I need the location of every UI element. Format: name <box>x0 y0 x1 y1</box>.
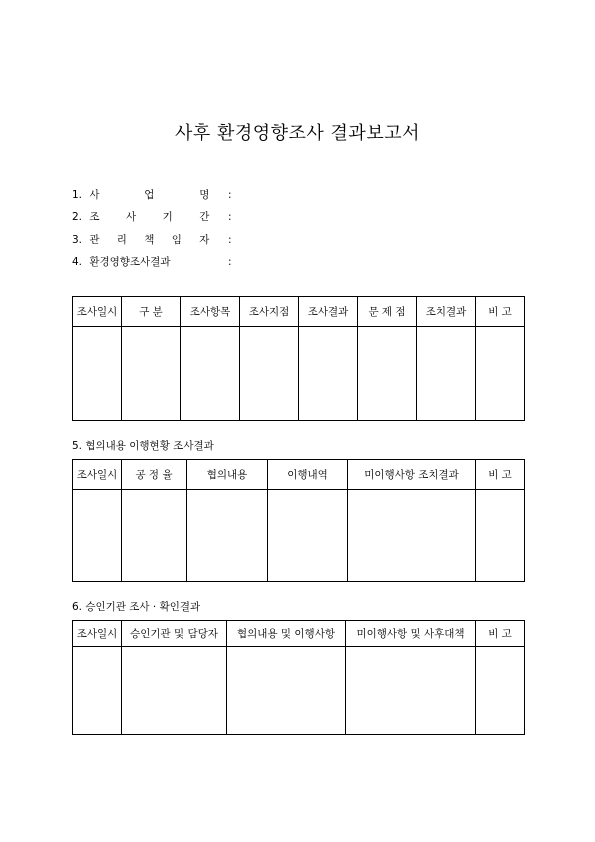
info-item-number: 2. <box>72 211 83 223</box>
approval-agency-table <box>72 620 525 735</box>
input-cell[interactable] <box>348 490 476 582</box>
header-cell: 비 고 <box>476 460 525 490</box>
header-cell: 비 고 <box>476 297 525 327</box>
input-cell[interactable] <box>187 490 268 582</box>
input-cell[interactable] <box>122 647 227 735</box>
info-colon: : <box>228 256 232 268</box>
info-item-number: 1. <box>72 189 83 201</box>
header-cell: 조사일시 <box>73 460 122 490</box>
section-5-label: 5. 협의내용 이행현황 조사결과 <box>72 440 214 452</box>
input-cell[interactable] <box>476 647 525 735</box>
table-row <box>73 327 525 421</box>
info-item-manager <box>72 233 232 247</box>
info-item-label: 환경영향조사결과 <box>89 256 171 268</box>
input-cell[interactable] <box>181 327 240 421</box>
input-cell[interactable] <box>227 647 346 735</box>
input-cell[interactable] <box>476 490 525 582</box>
header-cell: 문 제 점 <box>358 297 417 327</box>
input-cell[interactable] <box>73 647 122 735</box>
input-cell[interactable] <box>73 490 122 582</box>
info-item-business-name <box>72 188 232 202</box>
info-item-label: 관 리 책 임 자 <box>89 234 210 246</box>
agreement-implementation-table <box>72 459 525 582</box>
input-cell[interactable] <box>299 327 358 421</box>
info-item-number: 4. <box>72 256 83 268</box>
info-item-label: 조 사 기 간 <box>89 211 210 223</box>
header-cell: 조사일시 <box>73 621 122 647</box>
header-cell: 비 고 <box>476 621 525 647</box>
header-cell: 공 정 율 <box>122 460 187 490</box>
input-cell[interactable] <box>268 490 348 582</box>
input-cell[interactable] <box>346 647 476 735</box>
input-cell[interactable] <box>122 490 187 582</box>
input-cell[interactable] <box>358 327 417 421</box>
header-cell: 조사지점 <box>240 297 299 327</box>
header-cell: 미이행사항 및 사후대책 <box>346 621 476 647</box>
info-colon: : <box>228 211 232 223</box>
header-cell: 미이행사항 조치결과 <box>348 460 476 490</box>
table-row <box>73 647 525 735</box>
header-cell: 이행내역 <box>268 460 348 490</box>
table-row <box>73 490 525 582</box>
survey-result-table <box>72 296 525 421</box>
header-cell: 협의내용 및 이행사항 <box>227 621 346 647</box>
input-cell[interactable] <box>240 327 299 421</box>
input-cell[interactable] <box>476 327 525 421</box>
input-cell[interactable] <box>122 327 181 421</box>
info-item-label: 사 업 명 <box>89 189 210 201</box>
header-cell: 조사항목 <box>181 297 240 327</box>
section-6-label: 6. 승인기관 조사 · 확인결과 <box>72 601 201 613</box>
info-item-survey-result <box>72 255 232 269</box>
header-cell: 조치결과 <box>417 297 476 327</box>
header-cell: 승인기관 및 담당자 <box>122 621 227 647</box>
input-cell[interactable] <box>73 327 122 421</box>
table-header-row <box>73 297 525 327</box>
info-item-survey-period <box>72 210 232 224</box>
table-header-row <box>73 460 525 490</box>
header-cell: 협의내용 <box>187 460 268 490</box>
table-header-row <box>73 621 525 647</box>
input-cell[interactable] <box>417 327 476 421</box>
header-cell: 구 분 <box>122 297 181 327</box>
header-cell: 조사결과 <box>299 297 358 327</box>
header-cell: 조사일시 <box>73 297 122 327</box>
info-colon: : <box>228 234 232 246</box>
info-colon: : <box>228 189 232 201</box>
info-item-number: 3. <box>72 234 83 246</box>
document-title: 사후 환경영향조사 결과보고서 <box>175 123 420 144</box>
